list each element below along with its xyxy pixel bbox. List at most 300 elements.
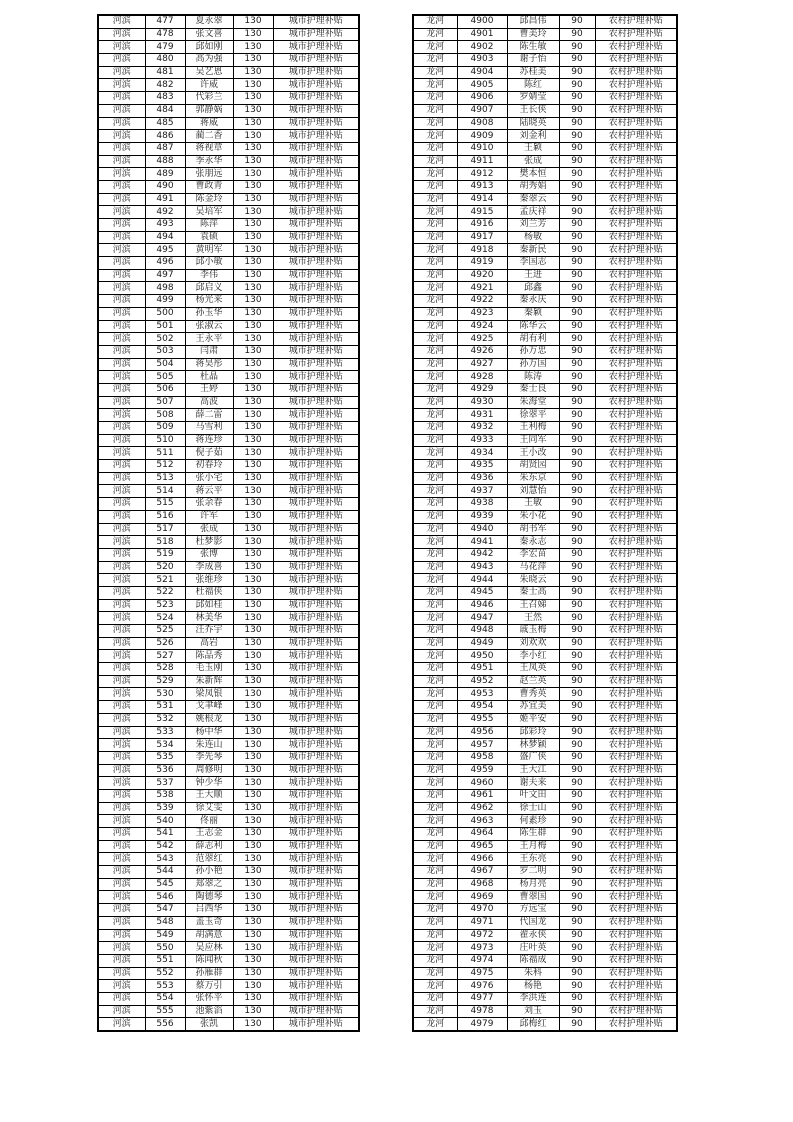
person-name-cell: 朱科 (507, 967, 559, 980)
person-name-cell: 陈金玲 (185, 193, 233, 206)
amount-cell: 130 (233, 472, 273, 485)
subsidy-type-cell: 农村护理补贴 (595, 574, 677, 587)
person-name-cell: 何素珍 (507, 815, 559, 828)
district-cell: 龙河 (413, 789, 457, 802)
person-name-cell: 谢夫来 (507, 777, 559, 790)
subsidy-type-cell: 城市护理补贴 (273, 853, 359, 866)
district-cell: 河滨 (98, 701, 145, 714)
subsidy-type-cell: 城市护理补贴 (273, 1018, 359, 1031)
person-name-cell: 邱小敏 (185, 257, 233, 270)
subsidy-type-cell: 城市护理补贴 (273, 650, 359, 663)
subsidy-type-cell: 城市护理补贴 (273, 663, 359, 676)
district-cell: 龙河 (413, 625, 457, 638)
subsidy-type-cell: 农村护理补贴 (595, 523, 677, 536)
serial-number-cell: 517 (145, 523, 185, 536)
person-name-cell: 孟庆祥 (507, 206, 559, 219)
table-row (98, 472, 359, 485)
district-cell: 龙河 (413, 815, 457, 828)
subsidy-type-cell: 城市护理补贴 (273, 320, 359, 333)
serial-number-cell: 4921 (457, 282, 507, 295)
subsidy-type-cell: 城市护理补贴 (273, 726, 359, 739)
district-cell: 河滨 (98, 510, 145, 523)
district-cell: 龙河 (413, 650, 457, 663)
person-name-cell: 郭静娲 (185, 104, 233, 117)
subsidy-type-cell: 农村护理补贴 (595, 358, 677, 371)
amount-cell: 130 (233, 764, 273, 777)
person-name-cell: 王凤英 (507, 663, 559, 676)
serial-number-cell: 4928 (457, 371, 507, 384)
serial-number-cell: 554 (145, 992, 185, 1005)
serial-number-cell: 487 (145, 142, 185, 155)
table-row (413, 180, 677, 193)
amount-cell: 90 (559, 41, 595, 54)
amount-cell: 130 (233, 396, 273, 409)
subsidy-type-cell: 农村护理补贴 (595, 396, 677, 409)
subsidy-type-cell: 农村护理补贴 (595, 320, 677, 333)
table-row (413, 282, 677, 295)
subsidy-type-cell: 城市护理补贴 (273, 916, 359, 929)
person-name-cell: 陈生群 (507, 828, 559, 841)
subsidy-type-cell: 农村护理补贴 (595, 840, 677, 853)
serial-number-cell: 497 (145, 269, 185, 282)
person-name-cell: 王永平 (185, 333, 233, 346)
district-cell: 河滨 (98, 840, 145, 853)
table-row (98, 409, 359, 422)
person-name-cell: 刘玉 (507, 1005, 559, 1018)
serial-number-cell: 545 (145, 878, 185, 891)
amount-cell: 90 (559, 612, 595, 625)
district-cell: 龙河 (413, 168, 457, 181)
subsidy-type-cell: 城市护理补贴 (273, 954, 359, 967)
serial-number-cell: 4965 (457, 840, 507, 853)
district-cell: 河滨 (98, 904, 145, 917)
person-name-cell: 朱晓云 (507, 574, 559, 587)
serial-number-cell: 4971 (457, 916, 507, 929)
person-name-cell: 钟少华 (185, 777, 233, 790)
district-cell: 龙河 (413, 117, 457, 130)
table-row (413, 574, 677, 587)
amount-cell: 130 (233, 523, 273, 536)
subsidy-type-cell: 城市护理补贴 (273, 548, 359, 561)
person-name-cell: 陈闻秋 (185, 954, 233, 967)
district-cell: 河滨 (98, 1005, 145, 1018)
serial-number-cell: 4938 (457, 498, 507, 511)
person-name-cell: 马雪利 (185, 422, 233, 435)
district-cell: 河滨 (98, 104, 145, 117)
table-row (98, 320, 359, 333)
table-row (413, 498, 677, 511)
subsidy-type-cell: 城市护理补贴 (273, 574, 359, 587)
amount-cell: 90 (559, 485, 595, 498)
district-cell: 河滨 (98, 295, 145, 308)
table-row (413, 713, 677, 726)
table-row (98, 282, 359, 295)
person-name-cell: 王大顺 (185, 789, 233, 802)
serial-number-cell: 4900 (457, 15, 507, 28)
subsidy-type-cell: 农村护理补贴 (595, 967, 677, 980)
serial-number-cell: 541 (145, 828, 185, 841)
table-row (413, 219, 677, 232)
subsidy-type-cell: 城市护理补贴 (273, 79, 359, 92)
subsidy-type-cell: 城市护理补贴 (273, 802, 359, 815)
person-name-cell: 蔡万引 (185, 980, 233, 993)
district-cell: 龙河 (413, 663, 457, 676)
person-name-cell: 孙玉华 (185, 307, 233, 320)
district-cell: 河滨 (98, 967, 145, 980)
serial-number-cell: 4941 (457, 536, 507, 549)
serial-number-cell: 533 (145, 726, 185, 739)
serial-number-cell: 493 (145, 219, 185, 232)
district-cell: 龙河 (413, 422, 457, 435)
subsidy-type-cell: 城市护理补贴 (273, 586, 359, 599)
amount-cell: 90 (559, 130, 595, 143)
table-row (413, 954, 677, 967)
person-name-cell: 盖玉奇 (185, 916, 233, 929)
serial-number-cell: 4961 (457, 789, 507, 802)
amount-cell: 90 (559, 929, 595, 942)
district-cell: 河滨 (98, 1018, 145, 1031)
serial-number-cell: 4960 (457, 777, 507, 790)
district-cell: 龙河 (413, 333, 457, 346)
subsidy-type-cell: 农村护理补贴 (595, 54, 677, 67)
amount-cell: 130 (233, 447, 273, 460)
serial-number-cell: 4905 (457, 79, 507, 92)
table-row (98, 460, 359, 473)
serial-number-cell: 4935 (457, 460, 507, 473)
subsidy-type-cell: 农村护理补贴 (595, 257, 677, 270)
district-cell: 河滨 (98, 447, 145, 460)
table-row (413, 193, 677, 206)
subsidy-type-cell: 农村护理补贴 (595, 142, 677, 155)
serial-number-cell: 4964 (457, 828, 507, 841)
serial-number-cell: 4955 (457, 713, 507, 726)
district-cell: 河滨 (98, 168, 145, 181)
amount-cell: 90 (559, 878, 595, 891)
table-row (413, 726, 677, 739)
person-name-cell: 邱昌伟 (507, 15, 559, 28)
serial-number-cell: 4934 (457, 447, 507, 460)
serial-number-cell: 537 (145, 777, 185, 790)
table-row (98, 739, 359, 752)
table-row (98, 193, 359, 206)
person-name-cell: 杨中华 (185, 726, 233, 739)
amount-cell: 90 (559, 282, 595, 295)
serial-number-cell: 499 (145, 295, 185, 308)
table-row (413, 54, 677, 67)
person-name-cell: 陈华云 (507, 320, 559, 333)
district-cell: 河滨 (98, 650, 145, 663)
person-name-cell: 胡秀娟 (507, 180, 559, 193)
table-row (413, 815, 677, 828)
serial-number-cell: 4933 (457, 434, 507, 447)
amount-cell: 130 (233, 193, 273, 206)
serial-number-cell: 551 (145, 954, 185, 967)
district-cell: 河滨 (98, 954, 145, 967)
person-name-cell: 刘金利 (507, 130, 559, 143)
amount-cell: 130 (233, 498, 273, 511)
district-cell: 河滨 (98, 980, 145, 993)
amount-cell: 130 (233, 992, 273, 1005)
subsidy-type-cell: 城市护理补贴 (273, 523, 359, 536)
serial-number-cell: 4907 (457, 104, 507, 117)
district-cell: 龙河 (413, 409, 457, 422)
amount-cell: 90 (559, 701, 595, 714)
subsidy-type-cell: 农村护理补贴 (595, 1018, 677, 1031)
serial-number-cell: 4903 (457, 54, 507, 67)
table-row (98, 586, 359, 599)
subsidy-type-cell: 农村护理补贴 (595, 701, 677, 714)
person-name-cell: 邱如刚 (185, 41, 233, 54)
amount-cell: 90 (559, 447, 595, 460)
table-row (98, 142, 359, 155)
district-cell: 龙河 (413, 193, 457, 206)
person-name-cell: 谢子怡 (507, 54, 559, 67)
amount-cell: 130 (233, 104, 273, 117)
rural-subsidy-table (412, 14, 678, 1032)
person-name-cell: 苏宜美 (507, 701, 559, 714)
serial-number-cell: 4926 (457, 345, 507, 358)
amount-cell: 90 (559, 574, 595, 587)
district-cell: 河滨 (98, 41, 145, 54)
amount-cell: 90 (559, 295, 595, 308)
amount-cell: 90 (559, 942, 595, 955)
district-cell: 河滨 (98, 637, 145, 650)
subsidy-type-cell: 农村护理补贴 (595, 878, 677, 891)
serial-number-cell: 4976 (457, 980, 507, 993)
table-row (413, 460, 677, 473)
person-name-cell: 杜梦影 (185, 536, 233, 549)
table-row (413, 295, 677, 308)
serial-number-cell: 4930 (457, 396, 507, 409)
amount-cell: 90 (559, 713, 595, 726)
subsidy-type-cell: 城市护理补贴 (273, 54, 359, 67)
serial-number-cell: 4915 (457, 206, 507, 219)
table-row (98, 130, 359, 143)
amount-cell: 90 (559, 117, 595, 130)
table-row (413, 155, 677, 168)
subsidy-type-cell: 城市护理补贴 (273, 942, 359, 955)
amount-cell: 90 (559, 586, 595, 599)
district-cell: 龙河 (413, 66, 457, 79)
amount-cell: 90 (559, 828, 595, 841)
district-cell: 河滨 (98, 79, 145, 92)
district-cell: 河滨 (98, 663, 145, 676)
amount-cell: 130 (233, 422, 273, 435)
amount-cell: 90 (559, 916, 595, 929)
subsidy-type-cell: 农村护理补贴 (595, 28, 677, 41)
amount-cell: 90 (559, 625, 595, 638)
table-row (413, 79, 677, 92)
serial-number-cell: 478 (145, 28, 185, 41)
district-cell: 河滨 (98, 599, 145, 612)
subsidy-type-cell: 农村护理补贴 (595, 371, 677, 384)
person-name-cell: 张朋远 (185, 168, 233, 181)
district-cell: 河滨 (98, 460, 145, 473)
serial-number-cell: 505 (145, 371, 185, 384)
district-cell: 河滨 (98, 434, 145, 447)
person-name-cell: 徐翠平 (507, 409, 559, 422)
table-row (98, 548, 359, 561)
subsidy-type-cell: 农村护理补贴 (595, 219, 677, 232)
amount-cell: 130 (233, 853, 273, 866)
table-row (413, 904, 677, 917)
subsidy-type-cell: 农村护理补贴 (595, 866, 677, 879)
subsidy-type-cell: 城市护理补贴 (273, 789, 359, 802)
table-row (98, 992, 359, 1005)
district-cell: 龙河 (413, 954, 457, 967)
serial-number-cell: 4975 (457, 967, 507, 980)
district-cell: 河滨 (98, 92, 145, 105)
amount-cell: 90 (559, 307, 595, 320)
subsidy-type-cell: 城市护理补贴 (273, 383, 359, 396)
amount-cell: 130 (233, 307, 273, 320)
subsidy-type-cell: 农村护理补贴 (595, 599, 677, 612)
district-cell: 河滨 (98, 751, 145, 764)
subsidy-type-cell: 城市护理补贴 (273, 295, 359, 308)
table-row (98, 942, 359, 955)
subsidy-type-cell: 农村护理补贴 (595, 269, 677, 282)
person-name-cell: 初春玲 (185, 460, 233, 473)
person-name-cell: 秦翠云 (507, 193, 559, 206)
subsidy-type-cell: 城市护理补贴 (273, 828, 359, 841)
serial-number-cell: 502 (145, 333, 185, 346)
person-name-cell: 秦士良 (507, 383, 559, 396)
serial-number-cell: 4913 (457, 180, 507, 193)
person-name-cell: 庄叶英 (507, 942, 559, 955)
subsidy-type-cell: 农村护理补贴 (595, 942, 677, 955)
amount-cell: 90 (559, 802, 595, 815)
person-name-cell: 胡书军 (507, 523, 559, 536)
amount-cell: 90 (559, 840, 595, 853)
table-row (413, 916, 677, 929)
district-cell: 河滨 (98, 878, 145, 891)
person-name-cell: 汪乔宇 (185, 625, 233, 638)
table-row (98, 358, 359, 371)
person-name-cell: 王东亮 (507, 853, 559, 866)
amount-cell: 130 (233, 802, 273, 815)
district-cell: 龙河 (413, 866, 457, 879)
amount-cell: 130 (233, 726, 273, 739)
table-row (413, 688, 677, 701)
table-row (98, 206, 359, 219)
serial-number-cell: 4923 (457, 307, 507, 320)
district-cell: 龙河 (413, 383, 457, 396)
person-name-cell: 张博 (185, 548, 233, 561)
serial-number-cell: 516 (145, 510, 185, 523)
person-name-cell: 曹政青 (185, 180, 233, 193)
district-cell: 龙河 (413, 155, 457, 168)
subsidy-type-cell: 城市护理补贴 (273, 15, 359, 28)
serial-number-cell: 4911 (457, 155, 507, 168)
subsidy-type-cell: 农村护理补贴 (595, 992, 677, 1005)
subsidy-type-cell: 城市护理补贴 (273, 333, 359, 346)
subsidy-type-cell: 城市护理补贴 (273, 142, 359, 155)
table-row (413, 345, 677, 358)
person-name-cell: 曹美玲 (507, 28, 559, 41)
serial-number-cell: 522 (145, 586, 185, 599)
district-cell: 龙河 (413, 307, 457, 320)
amount-cell: 90 (559, 244, 595, 257)
serial-number-cell: 514 (145, 485, 185, 498)
district-cell: 龙河 (413, 92, 457, 105)
table-row (413, 1005, 677, 1018)
subsidy-type-cell: 农村护理补贴 (595, 66, 677, 79)
district-cell: 龙河 (413, 282, 457, 295)
serial-number-cell: 491 (145, 193, 185, 206)
subsidy-type-cell: 城市护理补贴 (273, 41, 359, 54)
table-row (98, 815, 359, 828)
serial-number-cell: 4917 (457, 231, 507, 244)
serial-number-cell: 4920 (457, 269, 507, 282)
person-name-cell: 李国志 (507, 257, 559, 270)
subsidy-type-cell: 农村护理补贴 (595, 244, 677, 257)
table-row (98, 269, 359, 282)
amount-cell: 90 (559, 599, 595, 612)
amount-cell: 90 (559, 891, 595, 904)
subsidy-type-cell: 农村护理补贴 (595, 447, 677, 460)
serial-number-cell: 550 (145, 942, 185, 955)
subsidy-type-cell: 城市护理补贴 (273, 599, 359, 612)
table-row (98, 371, 359, 384)
subsidy-type-cell: 城市护理补贴 (273, 675, 359, 688)
district-cell: 龙河 (413, 498, 457, 511)
person-name-cell: 高岩 (185, 637, 233, 650)
person-name-cell: 胡贤园 (507, 460, 559, 473)
serial-number-cell: 542 (145, 840, 185, 853)
subsidy-type-cell: 城市护理补贴 (273, 866, 359, 879)
serial-number-cell: 4979 (457, 1018, 507, 1031)
serial-number-cell: 481 (145, 66, 185, 79)
district-cell: 龙河 (413, 295, 457, 308)
person-name-cell: 林美华 (185, 612, 233, 625)
amount-cell: 130 (233, 117, 273, 130)
table-row (98, 612, 359, 625)
table-row (413, 586, 677, 599)
amount-cell: 90 (559, 383, 595, 396)
serial-number-cell: 526 (145, 637, 185, 650)
serial-number-cell: 494 (145, 231, 185, 244)
person-name-cell: 许威 (185, 79, 233, 92)
amount-cell: 130 (233, 536, 273, 549)
table-row (98, 688, 359, 701)
person-name-cell: 陈品秀 (185, 650, 233, 663)
district-cell: 河滨 (98, 574, 145, 587)
amount-cell: 130 (233, 358, 273, 371)
subsidy-type-cell: 农村护理补贴 (595, 345, 677, 358)
subsidy-type-cell: 城市护理补贴 (273, 257, 359, 270)
district-cell: 河滨 (98, 739, 145, 752)
district-cell: 河滨 (98, 422, 145, 435)
subsidy-type-cell: 农村护理补贴 (595, 510, 677, 523)
subsidy-type-cell: 城市护理补贴 (273, 28, 359, 41)
person-name-cell: 朱连山 (185, 739, 233, 752)
serial-number-cell: 553 (145, 980, 185, 993)
person-name-cell: 夏永翠 (185, 15, 233, 28)
person-name-cell: 方远宝 (507, 904, 559, 917)
serial-number-cell: 4927 (457, 358, 507, 371)
person-name-cell: 盛广侠 (507, 751, 559, 764)
district-cell: 龙河 (413, 371, 457, 384)
amount-cell: 130 (233, 244, 273, 257)
person-name-cell: 张文喜 (185, 28, 233, 41)
district-cell: 龙河 (413, 54, 457, 67)
serial-number-cell: 4931 (457, 409, 507, 422)
district-cell: 龙河 (413, 79, 457, 92)
serial-number-cell: 4969 (457, 891, 507, 904)
amount-cell: 90 (559, 180, 595, 193)
subsidy-type-cell: 城市护理补贴 (273, 206, 359, 219)
table-row (413, 257, 677, 270)
